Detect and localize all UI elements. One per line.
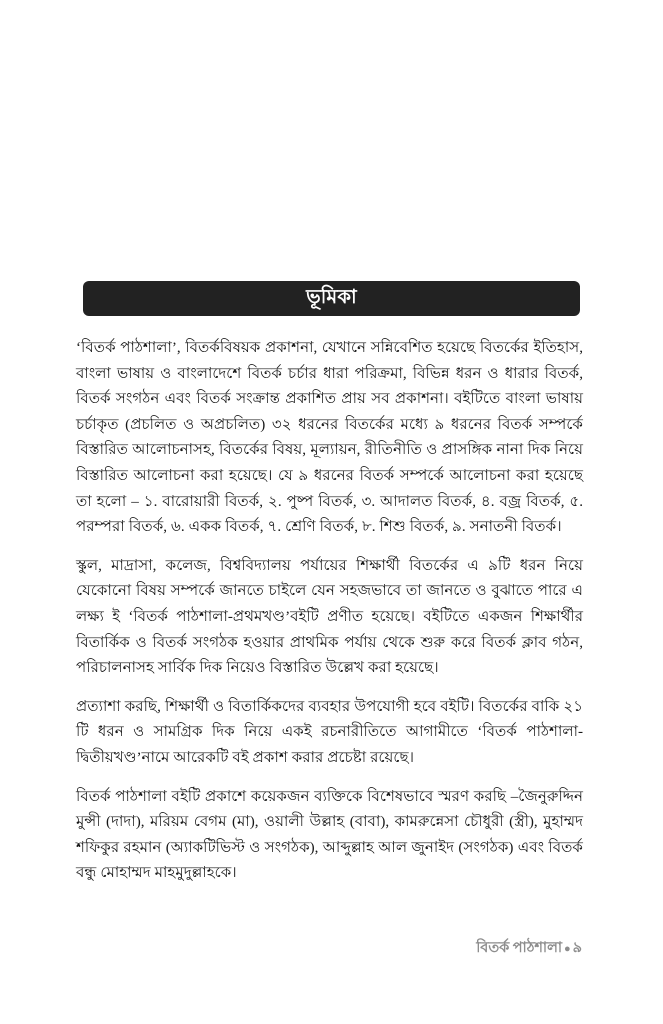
paragraph-1: ‘বিতর্ক পাঠশালা’, বিতর্কবিষয়ক প্রকাশনা, যেখানে সন্নিবেশিত হয়েছে বিতর্কের ইতিহাস, বাংলা ভাষায় ও বাংলাদেশে বিতর্ক চর্চার ধারা পরিক্রমা, বিভিন্ন ধরন ও ধারার বিতর্ক, বিতর্ক সংগঠন এবং বিতর্ক সংক্রান্ত প্রকাশিত প্রায় সব প্রকাশনা। বইটিতে বাংলা ভাষায় চর্চাকৃত (প্রচলিত ও অপ্রচলিত) ৩২ ধরনের বিতর্কের মধ্যে ৯ ধরনের বিতর্ক সম্পর্কে বিস্তারিত আলোচনাসহ, বিতর্কের বিষয়, মূল্যায়ন, রীতিনীতি ও প্রাসঙ্গিক নানা দিক নিয়ে বিস্তারিত আলোচনা করা হয়েছে। যে ৯ ধরনের বিতর্ক সম্পর্কে আলোচনা করা হয়েছে তা হলো – ১. বারোয়ারী বিতর্ক, ২. পুষ্প বিতর্ক, ৩. আদালত বিতর্ক, ৪. বজ্র বিতর্ক, ৫. পরম্পরা বিতর্ক, ৬. একক বিতর্ক, ৭. শ্রেণি বিতর্ক, ৮. শিশু বিতর্ক, ৯. সনাতনী বিতর্ক। (76, 340, 583, 536)
footer-book-title: বিতর্ক পাঠশালা (476, 940, 562, 956)
body-text-block (76, 336, 583, 887)
footer-page-number: ৯ (572, 940, 582, 956)
paragraph-3: প্রত্যাশা করছি, শিক্ষার্থী ও বিতার্কিকদের ব্যবহার উপযোগী হবে বইটি। বিতর্কের বাকি ২১ টি ধরন ও সামগ্রিক দিক নিয়ে একই রচনারীতিতে আগামীতে ‘বিতর্ক পাঠশালা-দ্বিতীয়খণ্ড’নামে আরেকটি বই প্রকাশ করার প্রচেষ্টা রয়েছে। (76, 698, 583, 766)
paragraph-2: স্কুল, মাদ্রাসা, কলেজ, বিশ্ববিদ্যালয় পর্যায়ের শিক্ষার্থী বিতর্কের এ ৯টি ধরন নিয়ে যেকোনো বিষয় সম্পর্কে জানতে চাইলে যেন সহজভাবে তা জানতে ও বুঝাতে পারে এ লক্ষ্য ই ‘বিতর্ক পাঠশালা-প্রথমখণ্ড’বইটি প্রণীত হয়েছে। বইটিতে একজন শিক্ষার্থীর বিতার্কিক ও বিতর্ক সংগঠক হওয়ার প্রাথমিক পর্যায় থেকে শুরু করে বিতর্ক ক্লাব গঠন, পরিচালনাসহ সার্বিক দিক নিয়েও বিস্তারিত উল্লেখ করা হয়েছে। (76, 557, 583, 677)
paragraph-4: বিতর্ক পাঠশালা বইটি প্রকাশে কয়েকজন ব্যক্তিকে বিশেষভাবে স্মরণ করছি –জৈনুরুদ্দিন মুন্সী (দাদা), মরিয়ম বেগম (মা), ওয়ালী উল্লাহ (বাবা), কামরুন্নেসা চৌধুরী (স্ত্রী), মুহাম্মদ শফিকুর রহমান (অ্যাকটিভিস্ট ও সংগঠক), আব্দুল্লাহ আল জুনাইদ (সংগঠক) এবং বিতর্ক বন্ধু মোহাম্মদ মাহমুদুল্লাহকে। (76, 788, 583, 882)
section-heading-title: ভূমিকা (306, 286, 357, 308)
footer-separator-dot: ● (564, 942, 571, 955)
section-heading-bar (83, 281, 580, 316)
page-footer (476, 938, 582, 959)
